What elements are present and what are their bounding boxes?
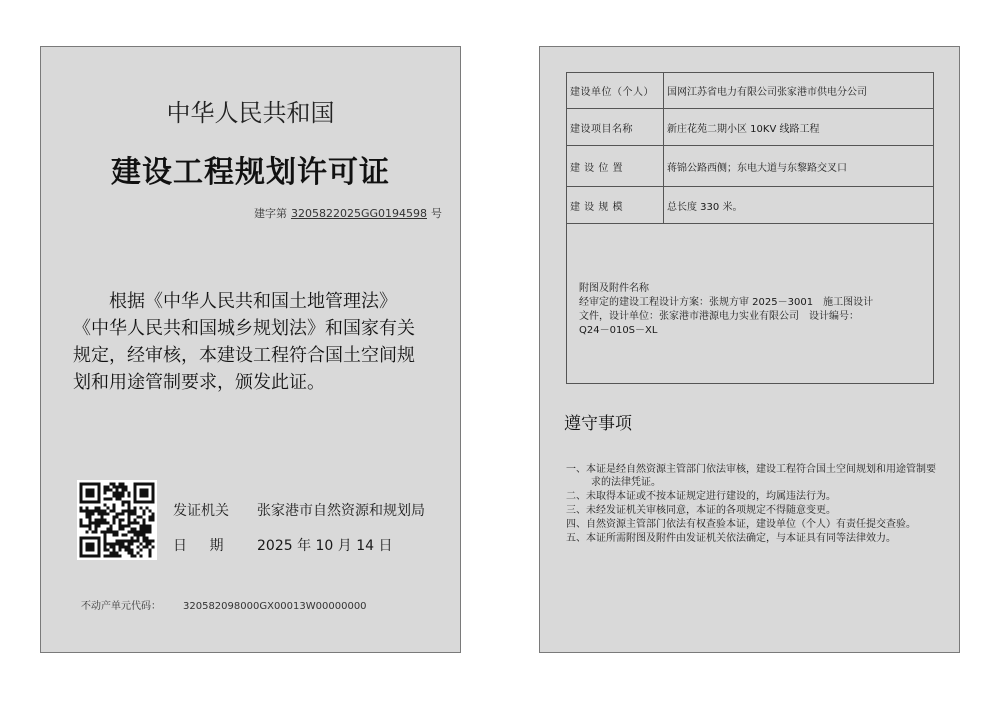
table-row [567,73,934,109]
attachments-row [567,224,934,384]
body-line: 划和用途管制要求，颁发此证。 [73,372,325,393]
row-label: 建 设 规 模 [567,187,664,224]
certificate-back-page [539,46,960,653]
notice-title: 遵守事项 [564,414,632,434]
issue-date [173,535,393,555]
country-name: 中华人民共和国 [166,99,335,127]
notice-item: 二、未取得本证或不按本证规定进行建设的，均属违法行为。 [566,491,836,502]
attachment-line: 经审定的建设工程设计方案：张规方审 2025－3001 施工图设计 [579,296,874,308]
attachments-title: 附图及附件名称 [579,282,649,294]
attachments-cell [567,224,934,384]
notice-item: 五、本证所需附图及附件由发证机关依法确定，与本证具有同等法律效力。 [566,533,896,544]
date-value: 2025 年 10 月 14 日 [257,538,393,554]
notice-list [566,463,936,546]
realty-label: 不动产单元代码： [81,601,161,612]
qr-code [77,480,157,560]
row-value: 总长度 330 米。 [664,187,934,224]
body-line: 规定，经审核，本建设工程符合国土空间规 [73,345,415,366]
certificate-number: 3205822025GG0194598 [290,207,427,220]
date-label: 日 期 [173,538,224,554]
notice-item: 四、自然资源主管部门依法有权查验本证，建设单位（个人）有责任提交查验。 [566,519,916,530]
certificate-front-page [40,46,461,653]
issuer-label: 发证机关 [173,503,229,519]
project-info-table [566,72,934,384]
row-value: 国网江苏省电力有限公司张家港市供电分公司 [664,73,934,109]
issuing-authority [173,500,425,520]
notice-item: 一、本证是经自然资源主管部门依法审核，建设工程符合国土空间规划和用途管制要求的法律凭证。 [566,464,936,488]
row-label: 建设单位（个人） [567,73,664,109]
table-row [567,109,934,146]
attachment-line: 文件，设计单位：张家港市港源电力实业有限公司 设计编号： [579,310,859,322]
attachment-line: Q24－010S－XL [579,324,658,336]
certificate-title: 建设工程规划许可证 [111,155,390,190]
row-value: 蒋锦公路西侧；东电大道与东黎路交叉口 [664,146,934,187]
body-line: 根据《中华人民共和国土地管理法》 [109,291,397,312]
notice-item: 三、未经发证机关审核同意，本证的各项规定不得随意变更。 [566,505,836,516]
cert-prefix: 建字第 [253,207,287,220]
issuer-value: 张家港市自然资源和规划局 [257,503,425,519]
row-label: 建 设 位 置 [567,146,664,187]
cert-suffix: 号 [431,207,442,220]
body-line: 《中华人民共和国城乡规划法》和国家有关 [73,318,415,339]
table-row [567,146,934,187]
row-label: 建设项目名称 [567,109,664,146]
row-value: 新庄花苑二期小区 10KV 线路工程 [664,109,934,146]
realty-unit-code [81,597,367,612]
certificate-number-line [254,205,442,221]
certificate-body-text [73,288,443,396]
realty-code: 320582098000GX00013W00000000 [183,601,367,612]
table-row [567,187,934,224]
